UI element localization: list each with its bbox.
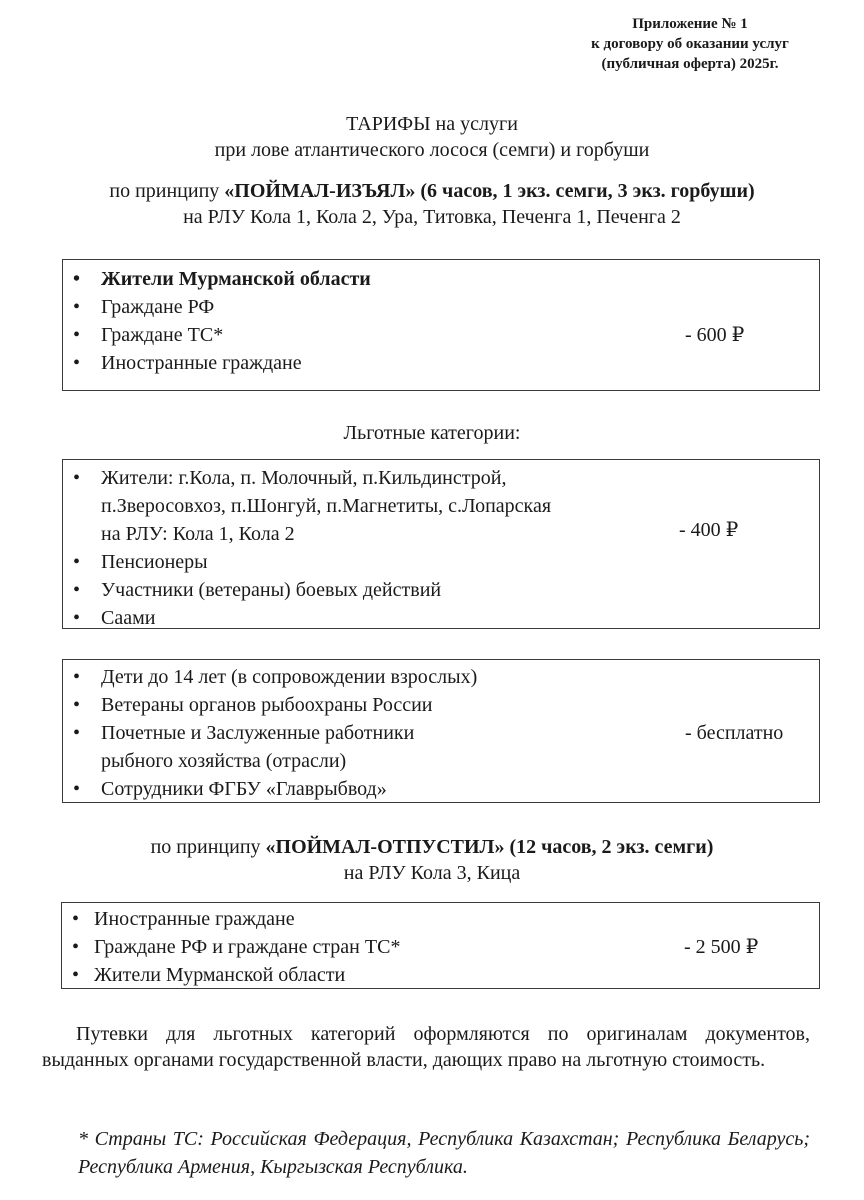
list-item: • Саами bbox=[63, 604, 819, 632]
section-1-principle-name: «ПОЙМАЛ-ИЗЪЯЛ» (6 часов, 1 экз. семги, 3 экз. горбуши) bbox=[224, 180, 755, 202]
section-2-prefix: по принципу bbox=[150, 836, 266, 858]
list-item-line: на РЛУ: Кола 1, Кола 2 bbox=[101, 523, 295, 545]
list-item-line: п.Зверосовхоз, п.Шонгуй, п.Магнетиты, с.Лопарская bbox=[101, 495, 552, 517]
footnote: * Страны ТС: Российская Федерация, Республика Казахстан; Республика Беларусь; Республика Армения, Кыргызская Республика. bbox=[78, 1128, 810, 1178]
appendix-line-3: (публичная оферта) 2025г. bbox=[601, 56, 779, 72]
tariff-box-standard bbox=[62, 259, 820, 391]
tariff-box-benefits bbox=[62, 459, 820, 629]
list-item: • Граждане ТС* bbox=[63, 321, 819, 349]
section-2-principle bbox=[0, 834, 864, 860]
benefits-heading: Льготные категории: bbox=[343, 422, 521, 444]
documents-paragraph bbox=[42, 1021, 810, 1073]
section-2-heading bbox=[0, 834, 864, 886]
list-item: • Сотрудники ФГБУ «Главрыбвод» bbox=[63, 775, 819, 803]
title bbox=[0, 111, 864, 163]
tariff-box-free bbox=[62, 659, 820, 803]
section-2-locations: на РЛУ Кола 3, Кица bbox=[343, 862, 521, 884]
list-item: • Участники (ветераны) боевых действий bbox=[63, 576, 819, 604]
section-2-principle-name: «ПОЙМАЛ-ОТПУСТИЛ» (12 часов, 2 экз. семги) bbox=[265, 836, 714, 858]
list-item-line: рыбного хозяйства (отрасли) bbox=[101, 750, 347, 772]
appendix-header bbox=[520, 14, 860, 74]
list-item: • Пенсионеры bbox=[63, 548, 819, 576]
section-1-principle bbox=[0, 178, 864, 204]
section-1-prefix: по принципу bbox=[109, 180, 225, 202]
list-item: • Иностранные граждане bbox=[62, 905, 819, 933]
tariff-box-catch-release bbox=[61, 902, 820, 989]
list-item: • Граждане РФ и граждане стран ТС* bbox=[62, 933, 819, 961]
list-item: • Дети до 14 лет (в сопровождении взрослых) bbox=[63, 663, 819, 691]
price-label: - 400 ₽ bbox=[679, 519, 739, 541]
title-line-1: ТАРИФЫ на услуги bbox=[346, 113, 518, 135]
list-item-line: • Почетные и Заслуженные работники bbox=[101, 722, 415, 744]
section-1-locations: на РЛУ Кола 1, Кола 2, Ура, Титовка, Печенга 1, Печенга 2 bbox=[183, 206, 681, 228]
list-item: • Жители Мурманской области bbox=[63, 265, 819, 293]
appendix-line-2: к договору об оказании услуг bbox=[591, 36, 789, 52]
section-1-heading bbox=[0, 178, 864, 230]
list-item: • Жители Мурманской области bbox=[62, 961, 819, 989]
appendix-line-1: Приложение № 1 bbox=[632, 16, 748, 32]
price-label: - 600 ₽ bbox=[685, 324, 745, 346]
list-item: • Граждане РФ bbox=[63, 293, 819, 321]
list-item: • Ветераны органов рыбоохраны России bbox=[63, 691, 819, 719]
price-label: - 2 500 ₽ bbox=[684, 936, 759, 958]
documents-paragraph-text: Путевки для льготных категорий оформляются по оригиналам документов, выданных органами государственной власти, дающих право на льготную стоимость. bbox=[42, 1023, 810, 1071]
title-line-2: при лове атлантического лосося (семги) и горбуши bbox=[214, 139, 650, 161]
price-label: - бесплатно bbox=[685, 722, 784, 744]
list-item: • Иностранные граждане bbox=[63, 349, 819, 377]
category-list bbox=[63, 464, 819, 632]
list-item-line: • Жители: г.Кола, п. Молочный, п.Кильдинстрой, bbox=[101, 467, 507, 489]
